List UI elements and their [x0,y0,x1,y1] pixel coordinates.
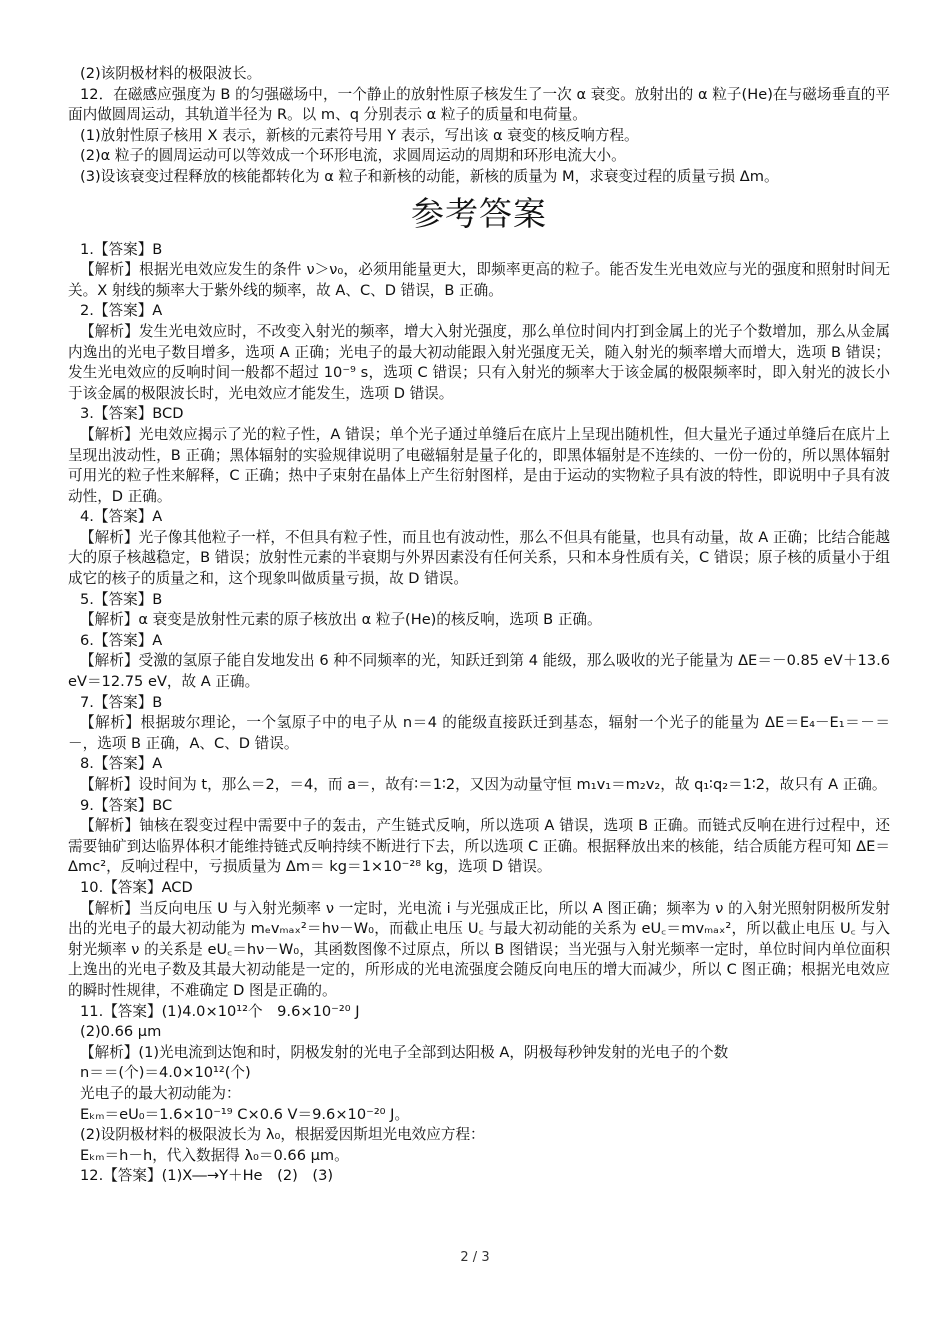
answer-key: 4.【答案】A [80,508,163,526]
question-line: (1)放射性原子核用 X 表示，新核的元素符号用 Y 表示，写出该 α 衰变的核反响方程。 [80,126,639,144]
answer-explanation: 【解析】受激的氢原子能自发地发出 6 种不同频率的光，知跃迁到第 4 能级，那么吸收的光子能量为 ΔE＝－0.85 eV＋13.6 eV＝12.75 eV，故 A 正确。 [68,652,890,691]
answer-key: 7.【答案】B [80,693,163,711]
answer-key: 9.【答案】BC [80,796,173,814]
answer-explanation: Eₖₘ＝eU₀＝1.6×10⁻¹⁹ C×0.6 V＝9.6×10⁻²⁰ J。 [80,1105,410,1123]
answer-block [68,301,890,404]
answer-key: 6.【答案】A [80,631,163,649]
answer-key: 10.【答案】ACD [80,878,193,896]
answer-explanation: 【解析】设时间为 t，那么＝2，＝4，而 a＝，故有∶＝1∶2，又因为动量守恒 m₁v₁＝m₂v₂，故 q₁∶q₂＝1∶2，故只有 A 正确。 [80,776,887,793]
answer-block [68,590,890,631]
answer-key: 11.【答案】(1)4.0×10¹²个 9.6×10⁻²⁰ J [80,1002,360,1020]
answer-explanation: 【解析】光子像其他粒子一样，不但具有粒子性，而且也有波动性，那么不但具有能量，也具有动量，故 A 正确；比结合能越大的原子核越稳定，B 错误；放射性元素的半衰期与外界因素没有任何关系，只和本身性质有关，C 错误；原子核的质量小于组成它的核子的质量之和，这个现象叫做质量亏损，故 D 错误。 [68,528,890,588]
answer-block [68,507,890,589]
answer-explanation: 【解析】(1)光电流到达饱和时，阴极发射的光电子全部到达阳极 A，阴极每秒钟发射的光电子的个数 [80,1043,729,1061]
answer-explanation: 【解析】根据光电效应发生的条件 ν＞ν₀，必须用能量更大，即频率更高的粒子。能否发生光电效应与光的强度和照射时间无关。X 射线的频率大于紫外线的频率，故 A、C、D 错误，B 正确。 [68,261,890,299]
answer-key: 8.【答案】A [80,755,163,773]
question-line: (3)设该衰变过程释放的核能都转化为 α 粒子和新核的动能，新核的质量为 M，求衰变过程的质量亏损 Δm。 [80,167,779,185]
answer-explanation: 【解析】根据玻尔理论，一个氢原子中的电子从 n＝4 的能级直接跃迁到基态，辐射一个光子的能量为 ΔE＝E₄－E₁＝－＝－，选项 B 正确，A、C、D 错误。 [68,714,890,752]
answer-explanation: (2)设阴极材料的极限波长为 λ₀，根据爱因斯坦光电效应方程： [80,1126,485,1144]
answer-explanation: n＝＝(个)＝4.0×10¹²(个) [80,1064,251,1082]
answer-explanation: 【解析】发生光电效应时，不改变入射光的频率，增大入射光强度，那么单位时间内打到金属上的光子个数增加，那么从金属内逸出的光电子数目增多，选项 A 正确；光电子的最大初动能跟入射光强度无关，随入射光的频率增大而增大，选项 B 错误；发生光电效应的反响时间一般都不超过 10⁻⁹ s，选项 C 错误；只有入射光的频率大于该金属的极限频率时，即入射光的波长小于该金属的极限波长时，光电效应才能发生，选项 D 错误。 [68,322,890,402]
answer-block [68,796,890,878]
answer-block [68,404,890,507]
answer-block [68,878,890,1002]
page-number: 2 / 3 [460,1250,490,1265]
answer-block [68,1166,890,1187]
questions-tail [68,64,890,188]
question-line: (2)该阴极材料的极限波长。 [80,65,262,82]
answer-block [68,631,890,693]
answer-explanation: 【解析】α 衰变是放射性元素的原子核放出 α 粒子(He)的核反响，选项 B 正确。 [80,611,602,629]
document-page [68,64,890,1187]
answer-block [68,240,890,302]
answer-key: 1.【答案】B [80,240,163,258]
answer-explanation: 【解析】铀核在裂变过程中需要中子的轰击，产生链式反响，所以选项 A 错误，选项 B 正确。而链式反响在进行过程中，还需要铀矿到达临界体积才能维持链式反响持续不断进行下去，所以选项 C 正确。根据释放出来的核能，结合质能方程可知 ΔE＝Δmc²，反响过程中，亏损质量为 Δm＝ kg＝1×10⁻²⁸ kg，选项 D 错误。 [68,817,890,876]
answer-explanation: (2)0.66 μm [80,1023,162,1041]
answer-explanation: 【解析】光电效应揭示了光的粒子性，A 错误；单个光子通过单缝后在底片上呈现出随机性，但大量光子通过单缝后在底片上呈现出波动性，B 正确；黑体辐射的实验规律说明了电磁辐射是量子化的，即黑体辐射是不连续的、一份一份的，所以黑体辐射可用光的粒子性来解释，C 正确；热中子束射在晶体上产生衍射图样，是由于运动的实物粒子具有波的特性，即说明中子具有波动性，D 正确。 [68,425,890,505]
question-line: 12．在磁感应强度为 B 的匀强磁场中，一个静止的放射性原子核发生了一次 α 衰变。放射出的 α 粒子(He)在与磁场垂直的平面内做圆周运动，其轨道半径为 R。以 m、q 分别表示 α 粒子的质量和电荷量。 [68,85,890,124]
answer-block [68,754,890,795]
answer-block [68,693,890,755]
answer-explanation: Eₖₘ＝h－h，代入数据得 λ₀＝0.66 μm。 [80,1146,349,1164]
section-title: 参考答案 [411,193,547,233]
question-line: (2)α 粒子的圆周运动可以等效成一个环形电流，求圆周运动的周期和环形电流大小。 [80,147,626,165]
answer-explanation: 光电子的最大初动能为： [80,1084,241,1102]
answer-list [68,240,890,1187]
answer-key: 2.【答案】A [80,302,163,320]
answer-block [68,1002,890,1167]
answer-key: 3.【答案】BCD [80,405,184,423]
answer-key: 12.【答案】(1)X―→Y＋He (2) (3) [80,1167,334,1185]
answer-key: 5.【答案】B [80,590,163,608]
answer-explanation: 【解析】当反向电压 U 与入射光频率 ν 一定时，光电流 i 与光强成正比，所以 A 图正确；频率为 ν 的入射光照射阴极所发射出的光电子的最大初动能为 mₑvₘₐₓ²＝hν－W₀，而截止电压 U꜀ 与最大初动能的关系为 eU꜀＝mvₘₐₓ²，所以截止电压 U꜀ 与入射光频率 ν 的关系是 eU꜀＝hν－W₀，其函数图像不过原点，所以 B 图错误；当光强与入射光频率一定时，单位时间内单位面积上逸出的光电子数及其最大初动能是一定的，所形成的光电流强度会随反向电压的增大而减少，所以 C 图正确；根据光电效应的瞬时性规律，不难确定 D 图是正确的。 [68,899,890,999]
